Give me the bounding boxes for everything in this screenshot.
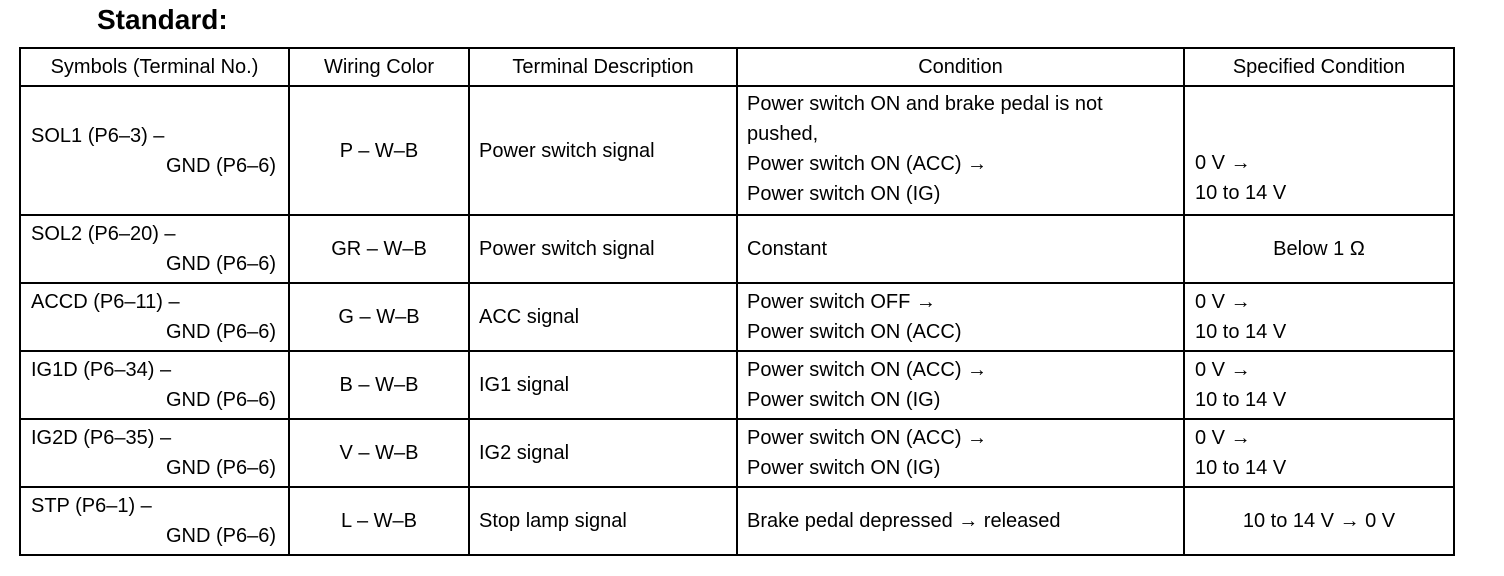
symbol-line-1: IG1D (P6–34) – — [31, 359, 172, 381]
table-row — [20, 419, 1454, 487]
condition-line: Power switch ON (IG) — [747, 183, 941, 205]
condition-line: Constant — [747, 238, 828, 260]
symbol-line-1: IG2D (P6–35) – — [31, 427, 172, 449]
table-row — [20, 86, 1454, 215]
spec-cell — [1184, 283, 1454, 351]
condition-line: Power switch ON (IG) — [747, 457, 941, 479]
wiring-color-cell: GR – W–B — [289, 215, 469, 283]
page-title: Standard: — [97, 4, 228, 35]
spec-line: 0 V → — [1195, 359, 1251, 381]
condition-cell — [737, 283, 1184, 351]
symbol-cell — [20, 215, 289, 283]
spec-cell — [1184, 487, 1454, 555]
condition-line: Power switch ON (ACC) → — [747, 427, 988, 449]
spec-cell — [1184, 215, 1454, 283]
symbol-line-2: GND (P6–6) — [165, 154, 276, 177]
condition-line: Power switch ON and brake pedal is not — [747, 93, 1103, 115]
symbol-cell — [20, 419, 289, 487]
wiring-color-cell: V – W–B — [289, 419, 469, 487]
spec-line: 10 to 14 V — [1195, 457, 1287, 479]
column-header-specified-condition: Specified Condition — [1184, 48, 1454, 86]
wiring-color-cell: G – W–B — [289, 283, 469, 351]
table-row — [20, 215, 1454, 283]
spec-cell — [1184, 351, 1454, 419]
table-row — [20, 283, 1454, 351]
spec-line: 0 V → — [1195, 427, 1251, 449]
description-cell: ACC signal — [469, 283, 737, 351]
condition-line: Brake pedal depressed → released — [747, 510, 1061, 532]
spec-line: 0 V → — [1195, 291, 1251, 313]
spec-line: 10 to 14 V → 0 V — [1242, 510, 1396, 532]
symbol-cell — [20, 283, 289, 351]
symbol-line-2: GND (P6–6) — [165, 321, 276, 343]
column-header-symbols: Symbols (Terminal No.) — [20, 48, 289, 86]
symbol-line-2: GND (P6–6) — [165, 389, 276, 411]
column-header-condition: Condition — [737, 48, 1184, 86]
column-header-wiring-color: Wiring Color — [289, 48, 469, 86]
table-header-row — [20, 48, 1454, 86]
symbol-line-1: SOL2 (P6–20) – — [31, 223, 176, 245]
condition-cell — [737, 215, 1184, 283]
spec-cell — [1184, 86, 1454, 215]
condition-cell — [737, 487, 1184, 555]
condition-line: pushed, — [747, 123, 819, 145]
condition-cell — [737, 419, 1184, 487]
spec-line: 0 V → — [1195, 152, 1251, 174]
spec-line: 10 to 14 V — [1195, 389, 1287, 411]
symbol-line-1: ACCD (P6–11) – — [31, 291, 180, 313]
condition-cell — [737, 86, 1184, 215]
wiring-color-cell: B – W–B — [289, 351, 469, 419]
description-cell: Stop lamp signal — [469, 487, 737, 555]
symbol-cell — [20, 487, 289, 555]
table-row — [20, 487, 1454, 555]
table-row — [20, 351, 1454, 419]
symbol-line-2: GND (P6–6) — [165, 525, 276, 547]
description-cell: IG1 signal — [469, 351, 737, 419]
wiring-color-cell: L – W–B — [289, 487, 469, 555]
wiring-color-cell: P – W–B — [289, 86, 469, 215]
symbol-cell — [20, 86, 289, 215]
condition-line: Power switch ON (ACC) → — [747, 359, 988, 381]
spec-cell — [1184, 419, 1454, 487]
description-cell: IG2 signal — [469, 419, 737, 487]
description-cell: Power switch signal — [469, 215, 737, 283]
column-header-terminal-description: Terminal Description — [469, 48, 737, 86]
spec-line: 10 to 14 V — [1195, 182, 1287, 204]
spec-line: Below 1 Ω — [1273, 238, 1365, 260]
condition-line: Power switch OFF → — [747, 291, 936, 313]
symbol-line-1: SOL1 (P6–3) – — [31, 124, 165, 147]
symbol-line-2: GND (P6–6) — [165, 253, 276, 275]
condition-cell — [737, 351, 1184, 419]
spec-line: 10 to 14 V — [1195, 321, 1287, 343]
condition-line: Power switch ON (ACC) → — [747, 153, 988, 175]
condition-line: Power switch ON (ACC) — [747, 321, 962, 343]
standard-table — [19, 47, 1455, 556]
symbol-cell — [20, 351, 289, 419]
description-cell: Power switch signal — [469, 86, 737, 215]
symbol-line-1: STP (P6–1) – — [31, 495, 152, 517]
symbol-line-2: GND (P6–6) — [165, 457, 276, 479]
condition-line: Power switch ON (IG) — [747, 389, 941, 411]
